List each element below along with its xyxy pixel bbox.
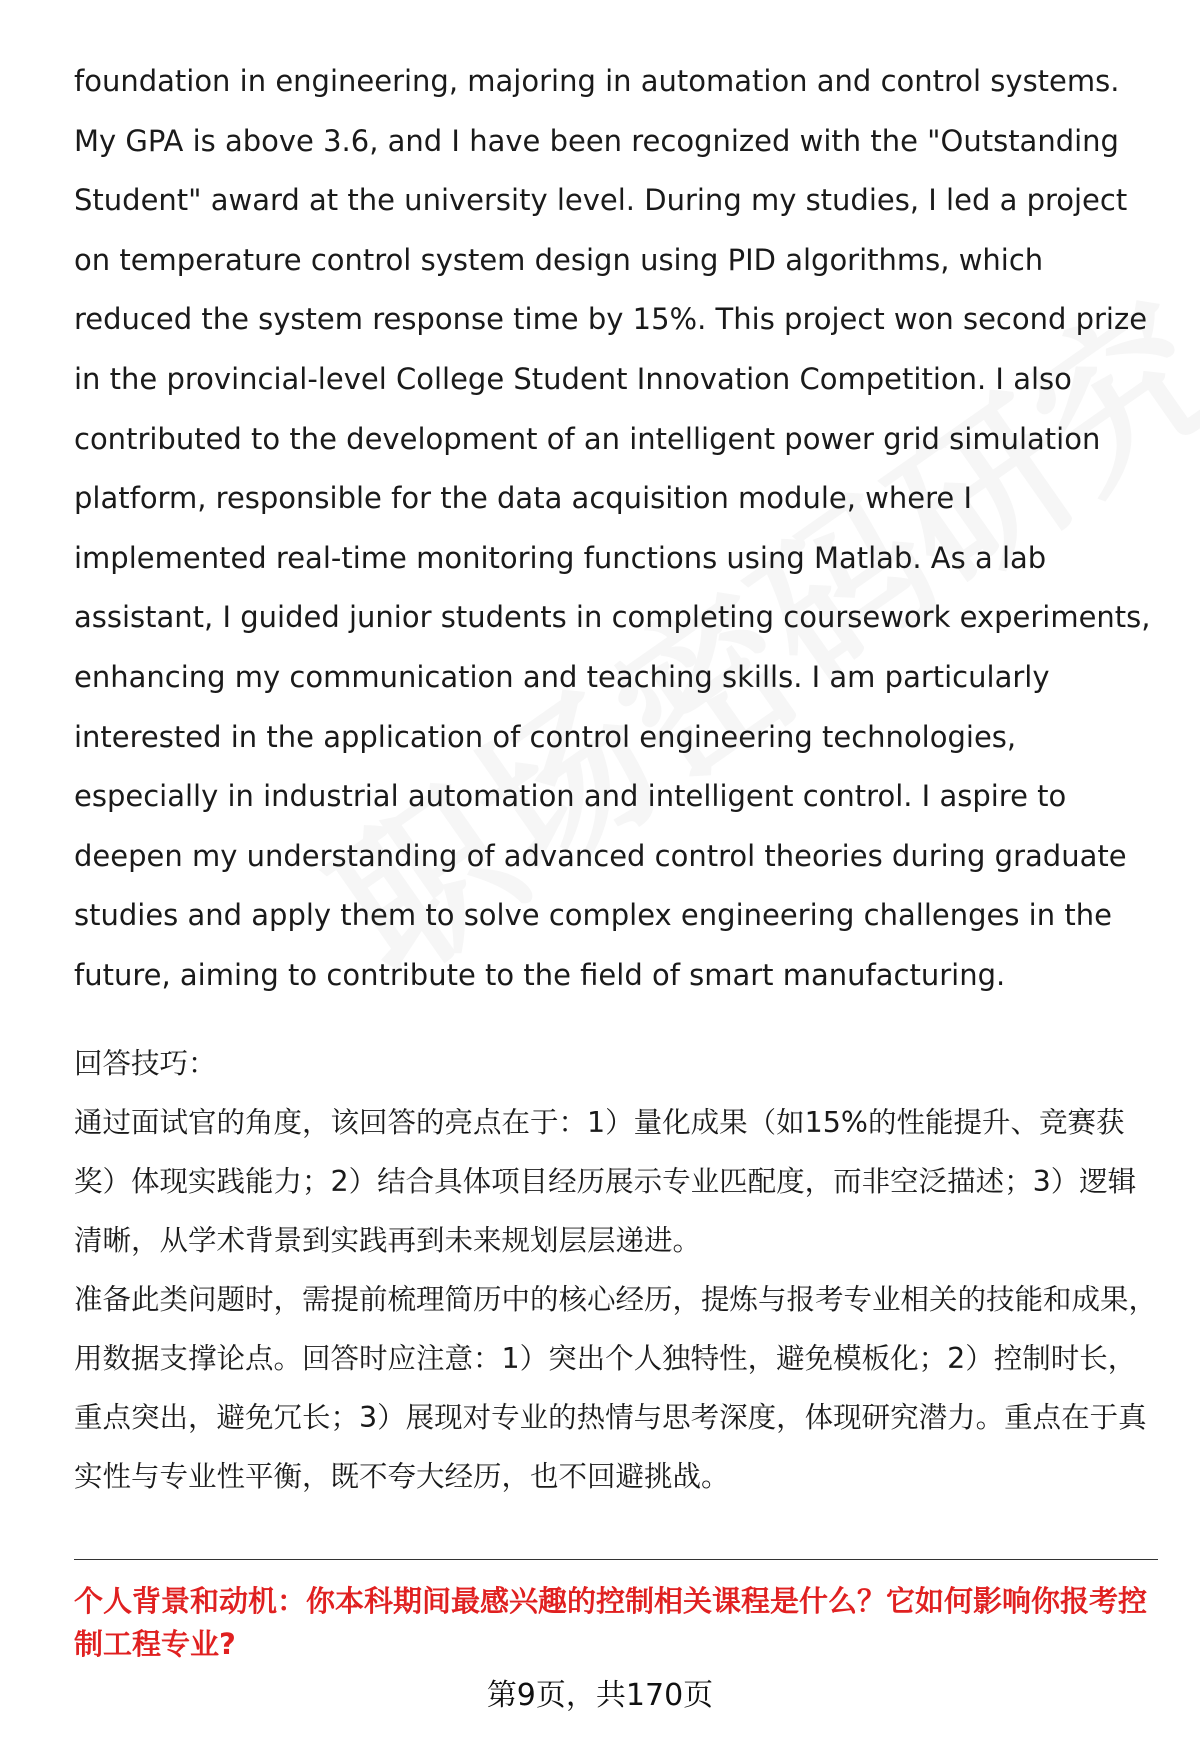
tips-paragraph-1: 通过面试官的角度，该回答的亮点在于：1）量化成果（如15%的性能提升、竞赛获奖）体现实践能力；2）结合具体项目经历展示专业匹配度，而非空泛描述；3）逻辑清晰，从学术背景到实践再到未来规划层层递进。 bbox=[74, 1105, 1137, 1257]
page-number: 第9页，共170页 bbox=[486, 1678, 714, 1713]
tips-paragraph-2: 准备此类问题时，需提前梳理简历中的核心经历，提炼与报考专业相关的技能和成果，用数据支撑论点。回答时应注意：1）突出个人独特性，避免模板化；2）控制时长，重点突出，避免冗长；3）展现对专业的热情与思考深度，体现研究潜力。重点在于真实性与专业性平衡，既不夸大经历，也不回避挑战。 bbox=[74, 1282, 1158, 1493]
next-question-heading: 个人背景和动机：你本科期间最感兴趣的控制相关课程是什么？它如何影响你报考控制工程专业? bbox=[74, 1584, 1148, 1661]
section-divider bbox=[74, 1559, 1158, 1560]
answer-paragraph: foundation in engineering, majoring in automation and control systems. My GPA is above 3.6, and I have been recognized with the "Outstanding Student" award at the university level. During my studies, I led a project on temperature control system design using PID algorithms, which reduced the system response time by 15%. This project won second prize in the provincial-level College Student Innovation Competition. I also contributed to the development of an intelligent power grid simulation platform, responsible for the data acquisition module, where I implemented real-time monitoring functions using Matlab. As a lab assistant, I guided junior students in completing coursework experiments, enhancing my communication and teaching skills. I am particularly interested in the application of control engineering technologies, especially in industrial automation and intelligent control. I aspire to deepen my understanding of advanced control theories during graduate studies and apply them to solve complex engineering challenges in the future, aiming to contribute to the field of smart manufacturing. bbox=[74, 64, 1151, 992]
tips-heading: 回答技巧： bbox=[74, 1046, 217, 1080]
page-content bbox=[74, 52, 1164, 1506]
tips-section bbox=[74, 1034, 1164, 1506]
